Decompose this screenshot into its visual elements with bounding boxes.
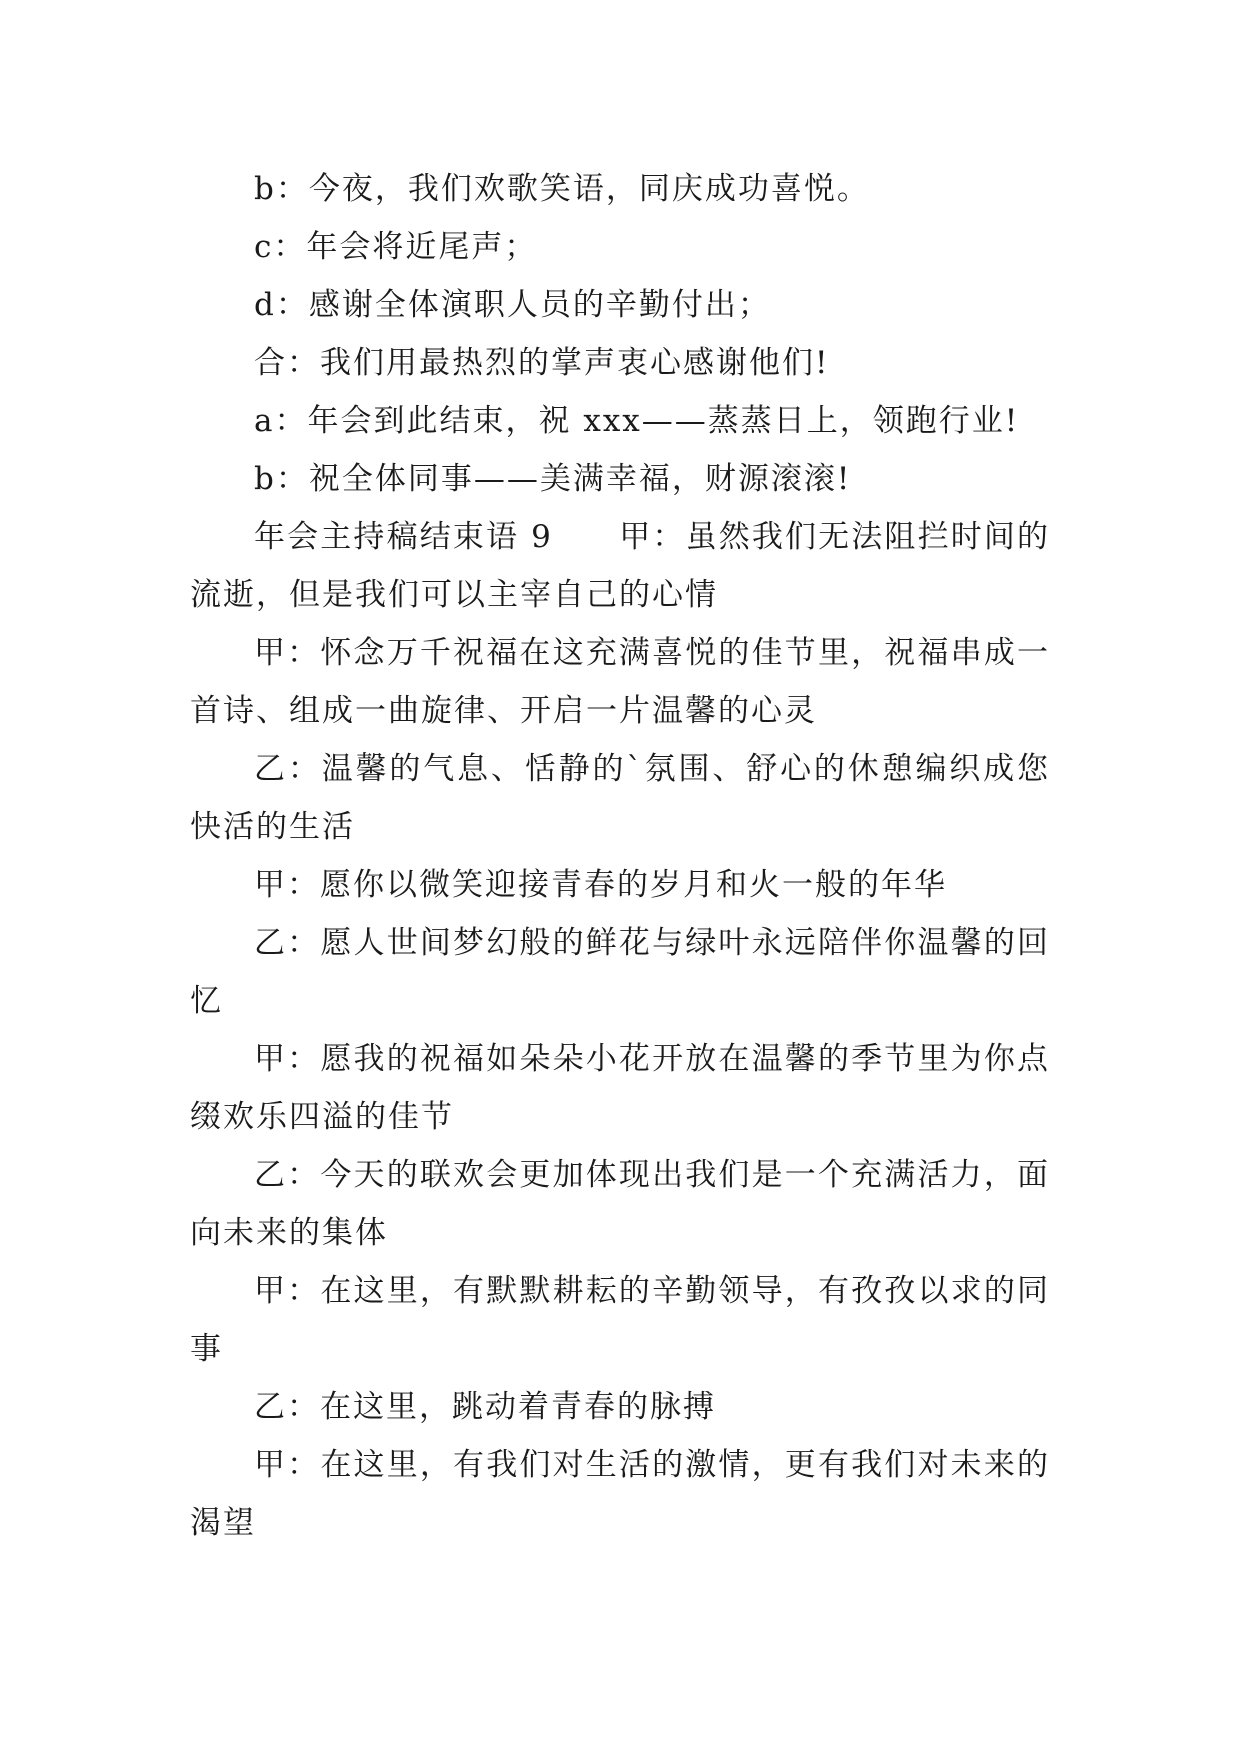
paragraph: 甲：愿我的祝福如朵朵小花开放在温馨的季节里为你点缀欢乐四溢的佳节 <box>190 1041 1050 1135</box>
section-heading-paragraph: 年会主持稿结束语 9 甲：虽然我们无法阻拦时间的流逝，但是我们可以主宰自己的心情 <box>190 519 1050 613</box>
paragraph: 合：我们用最热烈的掌声衷心感谢他们! <box>254 345 830 381</box>
paragraph: 甲：在这里，有我们对生活的激情，更有我们对未来的渴望 <box>190 1447 1050 1541</box>
paragraph: 甲：怀念万千祝福在这充满喜悦的佳节里，祝福串成一首诗、组成一曲旋律、开启一片温馨的心灵 <box>190 635 1050 729</box>
paragraph: a：年会到此结束，祝 xxx——蒸蒸日上，领跑行业! <box>254 403 1020 439</box>
paragraph: 甲：愿你以微笑迎接青春的岁月和火一般的年华 <box>254 867 947 903</box>
paragraph: c：年会将近尾声； <box>254 229 538 265</box>
paragraph: 甲：在这里，有默默耕耘的辛勤领导，有孜孜以求的同事 <box>190 1273 1050 1367</box>
paragraph: b：今夜，我们欢歌笑语，同庆成功喜悦。 <box>254 171 870 207</box>
paragraph: d：感谢全体演职人员的辛勤付出； <box>254 287 771 323</box>
paragraph: 乙：温馨的气息、恬静的`氛围、舒心的休憩编织成您快活的生活 <box>190 751 1050 845</box>
paragraph: 乙：愿人世间梦幻般的鲜花与绿叶永远陪伴你温馨的回忆 <box>190 925 1050 1019</box>
paragraph: b：祝全体同事——美满幸福，财源滚滚! <box>254 461 852 497</box>
paragraph: 乙：今天的联欢会更加体现出我们是一个充满活力，面向未来的集体 <box>190 1157 1050 1251</box>
document-body <box>190 160 1050 1552</box>
paragraph: 乙：在这里，跳动着青春的脉搏 <box>254 1389 716 1425</box>
